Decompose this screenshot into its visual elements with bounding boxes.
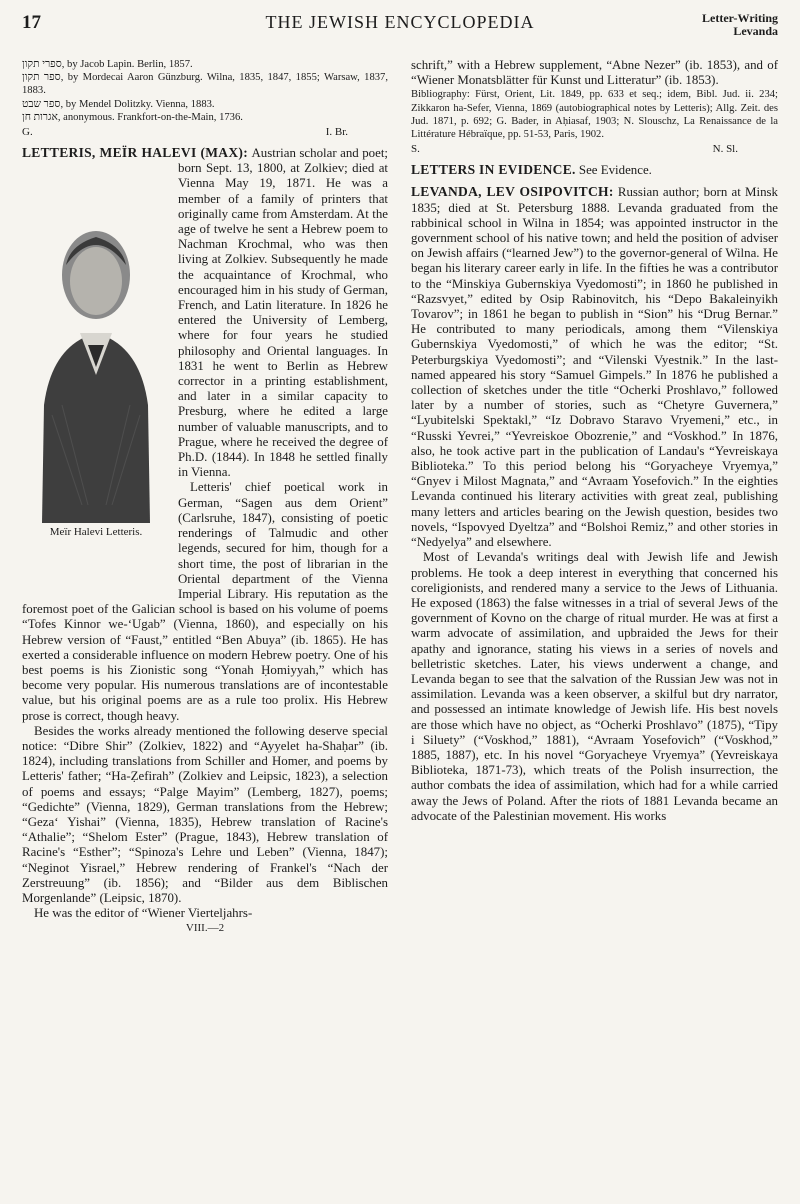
letteris-editor-paragraph: He was the editor of “Wiener Vierteljahrs- bbox=[34, 906, 253, 921]
author-signature bbox=[22, 125, 388, 139]
portrait-figure bbox=[22, 205, 170, 593]
letteris-other-works-paragraph: Besides the works already mentioned the following deserve special notice: “Dibre Shir” (Zolkiev, 1822) and “Ayyelet ha-Shaḥar” (ib. 1824), including translations from Schiller and Homer, and poems by Letteris' father; “Ha-Ẓefirah” (Zolkiev and Leipsic, 1823), a selection of poems and essays; “Palge Mayim” (Lemberg, 1827), poems; “Gedichte” (Vienna, 1829), German translations from the Hebrew; “Geza‘ Yishai” (Vienna, 1835), Hebrew translation of Racine's “Athalie”; “Shelom Ester” (Prague, 1843), Hebrew translation of Racine's “Esther”; “Spinoza's Lehre und Leben” (Vienna, 1847); “Neginot Yisrael,” Hebrew rendering of Frankel's “Nach der Zerstreuung” (ib. 1856); and “Bilder aus dem Biblischen Morgenlande” (Leipsic, 1870). bbox=[22, 723, 388, 905]
bib-line: ספר שבט, by Mendel Dolitzky. Vienna, 1883. bbox=[22, 98, 215, 110]
topic-line-1: Letter-Writing bbox=[702, 11, 778, 25]
levanda-intro-text: Russian author; born at Minsk 1835; died at St. Petersburg 1888. Levanda graduated from the rabbinical school in Wilna in 1854; was appointed instructor in the government school of his native town; and held the position of adviser on Jewish affairs (“learned Jew”) to the governor-general of Wilna. He began his literary career early in life. In the fifties he was a contributor to the “Minskiya Gubernskiya Vyedomosti”; in 1860 he published in “Razsvyet,” edited by Osip Rabinovitch, his “Depo Bakaleinyikh Tovarov”; in 1861 he began to publish in “Sion” his “Drug Bernar.” He contributed to many periodicals, among them “Vilenskiya Gubernskiya Vyedomosti,” of which he was the editor; “St. Peterburgskiya Vyedomosti”; and “Vilenski Vyestnik.” In the last-named appeared his story “Samuel Gimpels.” In 1876 he published a collection of sketches under the title “Ocherki Proshlavo,” followed later by a number of stories, such as “Chetyre Guvernera,” “Lyubitelski Spektakl,” “Iz Dobravo Staravo Vryemeni,” etc., in “Russki Yevrei,” “Yevreiskoe Obozrenie,” and “Voskhod.” In 1876, also, he took active part in the publication of Landau's “Yevreiskaya Biblioteka.” To this period belong his “Goryacheye Vryemya,” “Gnyev i Milost Magnata,” and “Avraam Yosefovich.” In the eighties Levanda continued his literary activities with great zeal, publishing many letters and articles bearing on the Jewish question, besides two novels, “Ispovyed Dyeltza” and “Bolshoi Remiz,” and other stories in “Nedyelya” and elsewhere. bbox=[411, 185, 778, 550]
entry-heading-levanda: LEVANDA, LEV OSIPOVITCH: bbox=[411, 184, 614, 200]
letteris-continuation: schrift,” with a Hebrew supplement, “Abne Nezer” (ib. 1853), and of “Wiener Monatsblätter für Kunst und Litteratur” (ib. 1853). bbox=[411, 58, 778, 88]
right-column bbox=[411, 58, 778, 1184]
portrait-engraving bbox=[22, 205, 170, 523]
left-column bbox=[22, 58, 388, 1184]
bib-line: ספר תקון, by Mordecai Aaron Günzburg. Wilna, 1835, 1847, 1855; Warsaw, 1837, 1883. bbox=[22, 72, 388, 97]
page-number: 17 bbox=[22, 12, 41, 33]
bibliography-text: Bibliography: Fürst, Orient, Lit. 1849, pp. 633 et seq.; idem, Bibl. Jud. ii. 234; Zikkaron ha-Sefer, Vienna, 1869 (autobiographical notes by Letteris); Allg. Zeit. des Jud. 1871, p. 692; G. Bader, in Aḥiasaf, 1903; N. Slouschz, La Renaissance de la Littérature Hébraïque, pp. 51-53, Paris, 1902. bbox=[411, 89, 778, 141]
sig-initial: S. bbox=[411, 143, 420, 156]
signature-mark: VIII.—2 bbox=[185, 922, 225, 935]
bib-line: אגרות חן, anonymous. Frankfort-on-the-Main, 1736. bbox=[22, 111, 243, 123]
entry-heading-letters: LETTERS IN EVIDENCE. bbox=[411, 162, 576, 178]
levanda-second-paragraph: Most of Levanda's writings deal with Jewish life and Jewish problems. He took a deep interest in everything that concerned his coreligionists, and rendered many a service to the Jews of Lithuania. He exposed (1863) the false witnesses in a trial of several Jews of the government of Kovno on the charge of ritual murder. He was at first a warm advocate of assimilation, and upbraided the Jews for their apathy and ignorance, stating his views in a series of novels and belletristic sketches. Later, his views underwent a change, and Levanda began to see that the salvation of the Russian Jew was not in assimilation. Levanda was a keen observer, a skilful but dry narrator, and possessed an intimate knowledge of Jewish life. His best novels are those which have no object, as “Ocherki Proshlavo” (1875), “Tipy i Siluety” (“Voskhod,” 1881), “Avraam Yosefovich” (“Voskhod,” 1885, 1887), etc. In his novel “Goryacheye Vryemya” (Yevreiskaya Biblioteka, 1871-73), which treats of the Polish insurrection, the author combats the idea of assimilation, which had for a while carried away the Jews of Poland. After the riots of 1881 Levanda became an advocate of the Palestinian movement. His works bbox=[411, 550, 778, 823]
letteris-intro-text: Austrian scholar and poet; born Sept. 13, 1800, at Zolkiev; died at Vienna May 19, 1871. He was a member of a family of printers that originally came from Amsterdam. At the age of twelve he sent a Hebrew poem to Nachman Krochmal, who was then living at Zolkiev. Subsequently he made the acquaintance of Krochmal, who encouraged him in his study of German, French, and Latin literature. In 1826 he entered the University of Lemberg, where for four years he studied philosophy and Oriental languages. In 1831 he went to Berlin as Hebrew corrector in a printing establishment, and later in a similar capacity to Presburg, where he edited a large number of valuable manuscripts, and to Prague, where he received the degree of Ph.D. (1844). In 1848 he settled finally in Vienna. bbox=[178, 146, 388, 480]
sig-initial: G. bbox=[22, 126, 33, 139]
topic-guide bbox=[702, 12, 778, 38]
sig-author: I. Br. bbox=[325, 126, 348, 139]
entry-heading-letteris: LETTERIS, MEÏR HALEVI (MAX): bbox=[22, 145, 248, 161]
letters-in-evidence-entry bbox=[411, 162, 778, 178]
sig-author: N. Sl. bbox=[712, 143, 738, 156]
topic-line-2: Levanda bbox=[733, 24, 778, 38]
levanda-entry-paragraph bbox=[411, 184, 778, 550]
letteris-entry-paragraph bbox=[22, 145, 388, 539]
bibliography-list bbox=[22, 58, 388, 124]
portrait-caption: Meïr Halevi Letteris. bbox=[49, 526, 143, 539]
bib-line: ספרי תקון, by Jacob Lapin. Berlin, 1857. bbox=[22, 59, 193, 70]
running-title: THE JEWISH ENCYCLOPEDIA bbox=[265, 12, 535, 32]
letteris-works-paragraph: Letteris' chief poetical work in German, “Sagen aus dem Orient” (Carlsruhe, 1847), consisting of poetic renderings of Talmudic and other legends, secured for him, though for a short time, the post of librarian in the Oriental department of the Vienna Imperial Library. His reputation as the foremost poet of the Galician school is based on his volume of poems “Tofes Kinnor we-‘Ugab” (Vienna, 1860), and especially on his Hebrew version of “Faust,” entitled “Ben Abuya” (ib. 1865). He has exerted a considerable influence on modern Hebrew poetry. One of his best poems is his Zionistic song “Yonah Ḥomiyyah,” which has become very popular. His numerous translations are of incontestable value, but his original poems are as a rule too prolix. His Hebrew prose is correct, though heavy. bbox=[22, 480, 388, 723]
letteris-bibliography bbox=[411, 88, 778, 141]
author-signature-2 bbox=[411, 142, 778, 156]
page-header bbox=[22, 12, 778, 46]
cross-reference: See Evidence. bbox=[575, 163, 652, 178]
